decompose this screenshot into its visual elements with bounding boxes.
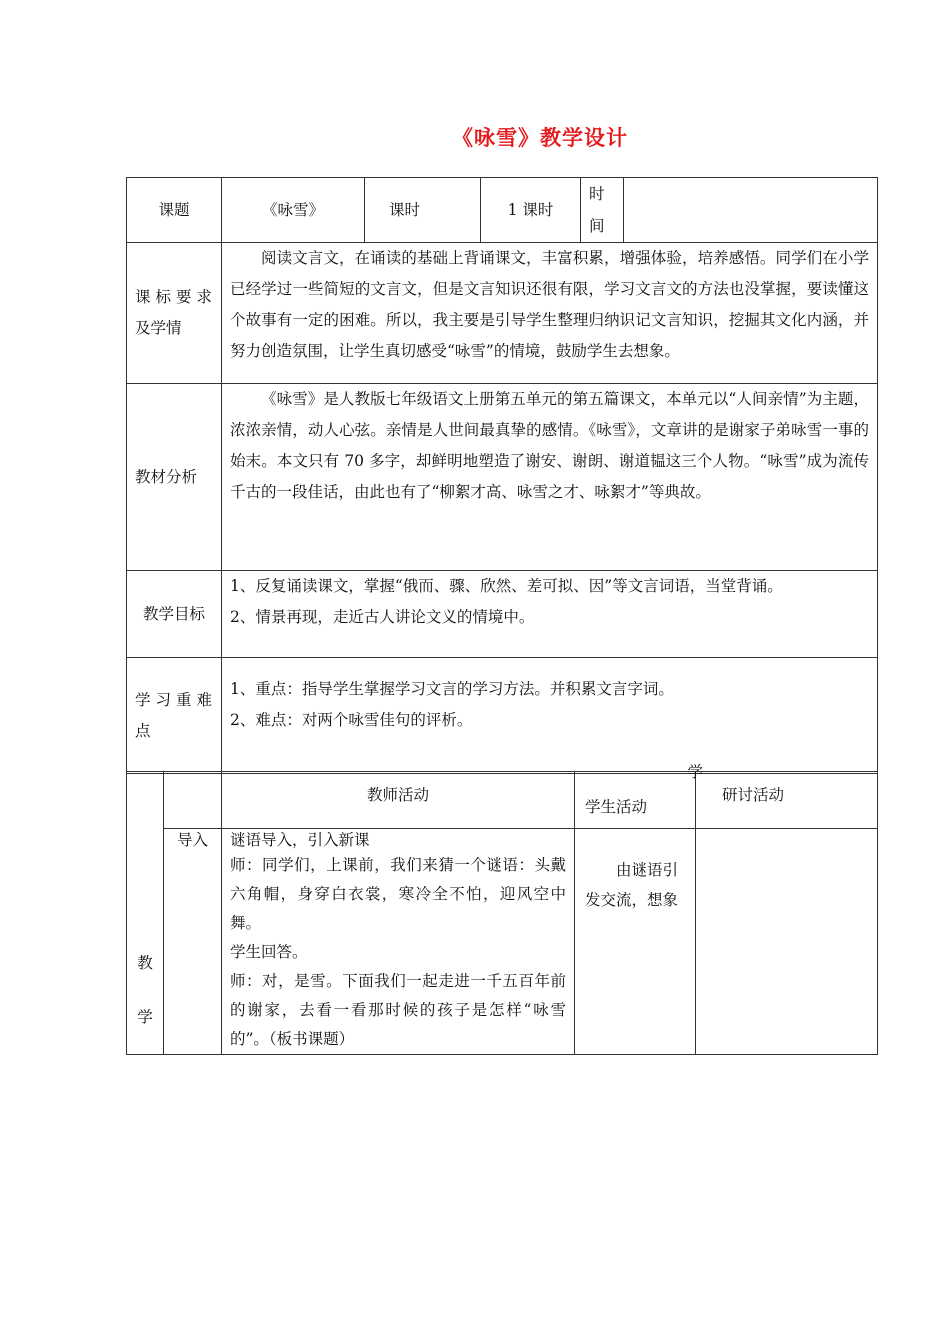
side-label-line-1: 教 bbox=[137, 954, 153, 972]
research-activity-header: 研讨活动 bbox=[696, 772, 878, 829]
side-label-line-2: 学 bbox=[137, 1008, 153, 1026]
time-label-line-1: 时 bbox=[589, 185, 605, 203]
standards-text: 阅读文言文，在诵读的基础上背诵课文，丰富积累，增强体验，培养感悟。同学们在小学已经学过一些简短的文言文，但是文言知识还很有限，学习文言文的方法也没掌握，要读懂这个故事有一定的困难。所以，我主要是引导学生整理归纳识记文言知识，挖掘其文化内涵，并努力创造氛围，让学生真切感受“咏雪”的情境，鼓励学生去想象。 bbox=[222, 243, 878, 384]
time-label bbox=[581, 178, 624, 243]
key-points-label-line-2: 点 bbox=[135, 721, 151, 740]
stage-header-cell bbox=[164, 772, 222, 829]
student-activity-header bbox=[575, 763, 703, 829]
teacher-line: 谜语导入，引入新课 bbox=[230, 831, 370, 849]
key-points-row bbox=[127, 658, 878, 774]
document-title: 《咏雪》教学设计 bbox=[452, 126, 628, 150]
key-points-label bbox=[127, 658, 222, 774]
hours-value: 1 课时 bbox=[481, 178, 581, 243]
goals-text bbox=[222, 571, 878, 658]
teacher-activity-text bbox=[222, 829, 575, 1055]
standards-row bbox=[127, 243, 878, 384]
standards-label-line-1: 课标要求 bbox=[135, 288, 218, 306]
teacher-line: 师：对，是雪。下面我们一起走进一千五百年前的谢家，去看一看那时候的孩子是怎样“咏雪的”。（板书课题） bbox=[230, 972, 566, 1048]
standards-label-line-2: 及学情 bbox=[135, 319, 182, 337]
student-header-text: 学生活动 bbox=[585, 798, 648, 816]
process-side-label bbox=[127, 772, 164, 1055]
stage-label: 导入 bbox=[164, 829, 222, 1055]
lesson-info-table bbox=[126, 177, 878, 774]
goals-row bbox=[127, 571, 878, 658]
student-activity-text: 由谜语引发交流，想象 bbox=[575, 829, 696, 1055]
goal-item: 2、情景再现，走近古人讲论文义的情境中。 bbox=[230, 608, 535, 626]
topic-label: 课题 bbox=[127, 178, 222, 243]
teacher-activity-header: 教师活动 bbox=[222, 772, 575, 829]
research-activity-text bbox=[696, 829, 878, 1055]
time-label-line-2: 间 bbox=[589, 217, 605, 235]
topic-row bbox=[127, 178, 878, 243]
teacher-line: 师：同学们，上课前，我们来猜一个谜语：头戴六角帽，身穿白衣裳，寒冷全不怕，迎风空中舞。 bbox=[230, 856, 566, 932]
key-points-label-line-1: 学习重难 bbox=[135, 690, 218, 709]
goals-label: 教学目标 bbox=[127, 571, 222, 658]
topic-value: 《咏雪》 bbox=[222, 178, 365, 243]
process-header-row bbox=[127, 772, 878, 829]
key-point-item: 1、重点：指导学生掌握学习文言的学习方法。并积累文言字词。 bbox=[230, 680, 674, 698]
hours-label: 课时 bbox=[365, 178, 481, 243]
intro-stage-row bbox=[127, 829, 878, 1055]
goal-item: 1、反复诵读课文，掌握“俄而、骤、欣然、差可拟、因”等文言词语，当堂背诵。 bbox=[230, 577, 783, 595]
teaching-process-table bbox=[126, 763, 878, 1055]
standards-label bbox=[127, 243, 222, 384]
student-header-char: 学 bbox=[687, 763, 703, 781]
material-row bbox=[127, 384, 878, 571]
teacher-line: 学生回答。 bbox=[230, 943, 308, 961]
material-text: 《咏雪》是人教版七年级语文上册第五单元的第五篇课文，本单元以“人间亲情”为主题，浓浓亲情，动人心弦。亲情是人世间最真挚的感情。《咏雪》，文章讲的是谢家子弟咏雪一事的始末。本文只有 70 多字，却鲜明地塑造了谢安、谢朗、谢道韫这三个人物。“咏雪”成为流传千古的一段佳话，由此也有了“柳絮才高、咏雪之才、咏絮才”等典故。 bbox=[222, 384, 878, 571]
key-point-item: 2、难点：对两个咏雪佳句的评析。 bbox=[230, 711, 473, 729]
material-label: 教材分析 bbox=[127, 384, 222, 571]
time-value bbox=[624, 178, 878, 243]
key-points-text bbox=[222, 658, 878, 774]
